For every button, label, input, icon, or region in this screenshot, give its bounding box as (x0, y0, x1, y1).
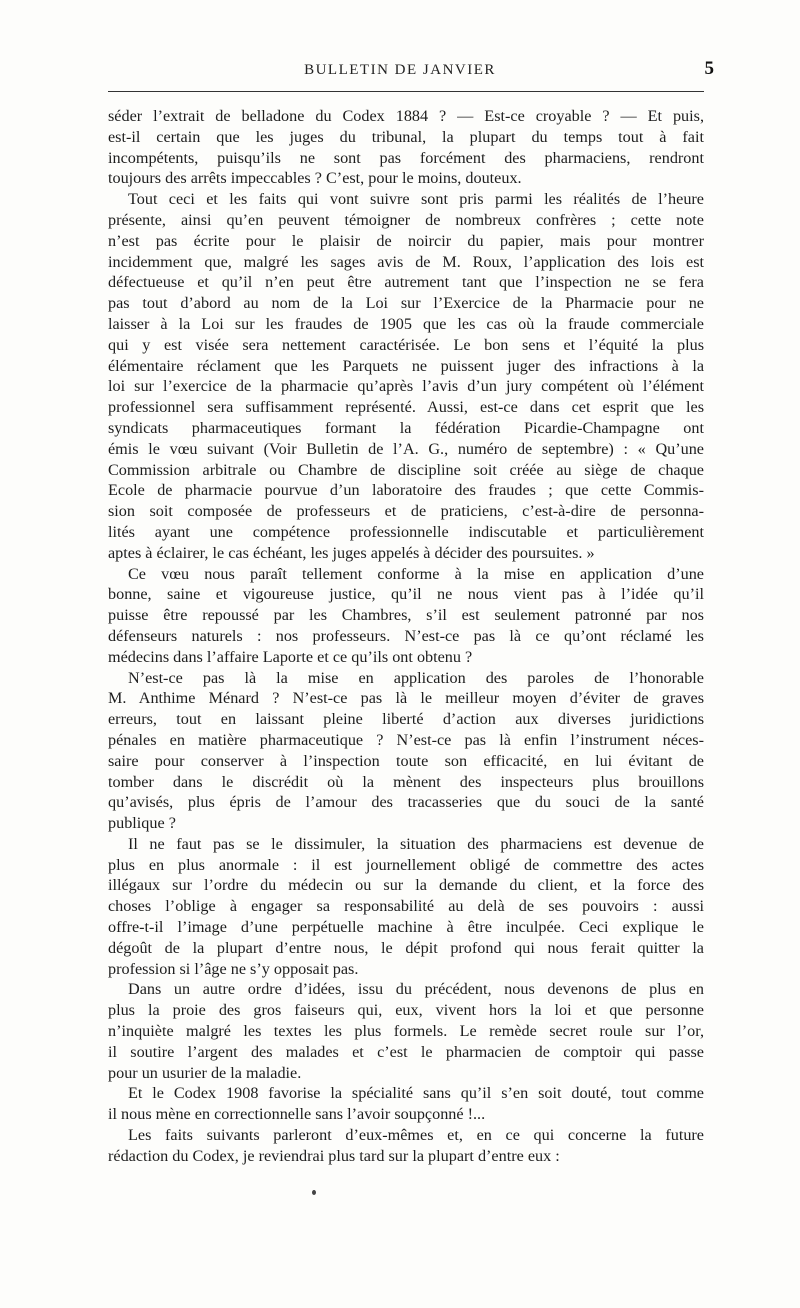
text-line: lités ayant une compétence professionnelle indiscutable et particulièrement (108, 522, 704, 541)
text-line: plus la proie des gros faiseurs qui, eux, vivent hors la loi et que personne (108, 1001, 704, 1020)
text-line: pénales en matière pharmaceutique ? N’est-ce pas là enfin l’instrument néces- (108, 730, 704, 749)
ink-speck (312, 1190, 316, 1195)
page-number: 5 (704, 58, 714, 79)
text-line: Tout ceci et les faits qui vont suivre sont pris parmi les réalités de l’heure (128, 190, 704, 209)
text-line: n’est pas écrite pour le plaisir de noircir du papier, mais pour montrer (108, 231, 704, 250)
text-line: profession si l’âge ne s’y opposait pas. (108, 959, 359, 978)
text-line: plus en plus anormale : il est journellement obligé de commettre des actes (108, 855, 704, 874)
text-line: n’inquiète malgré les textes les plus formels. Le remède secret roule sur l’or, (108, 1022, 704, 1041)
text-line: aptes à éclairer, le cas échéant, les juges appelés à décider des poursuites. » (108, 543, 595, 562)
text-line: bonne, saine et vigoureuse justice, qu’il ne nous vient pas à l’idée qu’il (108, 585, 704, 604)
text-line: loi sur l’exercice de la pharmacie qu’après l’avis d’un jury compétent où l’élément (108, 377, 704, 396)
text-line: toujours des arrêts impeccables ? C’est, pour le moins, douteux. (108, 169, 522, 188)
text-line: il soutire l’argent des malades et c’est le pharmacien de comptoir qui passe (108, 1042, 704, 1061)
text-line: M. Anthime Ménard ? N’est-ce pas là le meilleur moyen d’éviter de graves (108, 689, 704, 708)
text-line: sion soit composée de professeurs et de praticiens, c’est-à-dire de personna- (108, 502, 704, 521)
text-line: rédaction du Codex, je reviendrai plus tard sur la plupart d’entre eux : (108, 1146, 560, 1165)
text-line: Et le Codex 1908 favorise la spécialité sans qu’il s’en soit douté, tout comme (128, 1084, 704, 1103)
text-line: émis le vœu suivant (Voir Bulletin de l’A. G., numéro de septembre) : « Qu’une (108, 439, 704, 458)
text-line: défectueuse et qu’il n’en peut être autrement tant que l’inspection ne se fera (108, 273, 704, 292)
text-line: syndicats pharmaceutiques formant la fédération Picardie-Champagne ont (108, 418, 704, 437)
text-line: saire pour conserver à l’inspection toute son efficacité, en lui évitant de (108, 751, 704, 770)
text-line: défenseurs naturels : nos professeurs. N’est-ce pas là ce qu’ont réclamé les (108, 626, 704, 645)
text-line: laisser à la Loi sur les fraudes de 1905 que les cas où la fraude commerciale (108, 314, 704, 333)
header-rule (108, 91, 704, 92)
text-line: Ecole de pharmacie pourvue d’un laboratoire des fraudes ; que cette Commis- (108, 481, 704, 500)
text-line: publique ? (108, 814, 176, 833)
text-line: Les faits suivants parleront d’eux-mêmes et, en ce qui concerne la future (128, 1126, 704, 1145)
text-line: est-il certain que les juges du tribunal, la plupart du temps tout à fait (108, 127, 704, 146)
text-line: pas tout d’abord au nom de la Loi sur l’Exercice de la Pharmacie pour ne (108, 294, 704, 313)
text-line: élémentaire réclament que les Parquets ne puissent juger des infractions à la (108, 356, 704, 375)
body-text (108, 106, 704, 1167)
text-line: professionnel sera suffisamment représenté. Aussi, est-ce dans cet esprit que les (108, 398, 704, 417)
text-line: incidemment que, malgré les sages avis de M. Roux, l’application des lois est (108, 252, 704, 271)
text-line: qui y est visée sera nettement caractérisée. Le bon sens et l’équité la plus (108, 335, 704, 354)
text-line: illégaux sur l’ordre du médecin ou sur la demande du client, et la force des (108, 876, 704, 895)
text-line: tomber dans le discrédit où la mènent des inspecteurs plus brouillons (108, 772, 704, 791)
text-line: choses l’oblige à engager sa responsabilité au delà de ses pouvoirs : aussi (108, 897, 704, 916)
text-line: Commission arbitrale ou Chambre de discipline soit créée au siège de chaque (108, 460, 704, 479)
text-line: séder l’extrait de belladone du Codex 1884 ? — Est-ce croyable ? — Et puis, (108, 107, 704, 125)
text-line: incompétents, puisqu’ils ne sont pas forcément des pharmaciens, rendront (108, 148, 704, 167)
text-line: pour un usurier de la maladie. (108, 1063, 302, 1082)
text-line: Ce vœu nous paraît tellement conforme à la mise en application d’une (128, 564, 704, 583)
text-line: médecins dans l’affaire Laporte et ce qu’ils ont obtenu ? (108, 647, 473, 666)
text-line: dégoût de la plupart d’entre nous, le dépit profond qui nous ferait quitter la (108, 938, 704, 957)
text-line: qu’avisés, plus épris de l’amour des tracasseries que du souci de la santé (108, 793, 704, 812)
text-line: Il ne faut pas se le dissimuler, la situation des pharmaciens est devenue de (128, 834, 704, 853)
text-line: erreurs, tout en laissant pleine liberté d’action aux diverses juridictions (108, 710, 704, 729)
text-line: N’est-ce pas là la mise en application des paroles de l’honorable (128, 668, 704, 687)
text-line: présente, ainsi qu’en peuvent témoigner de nombreux confrères ; cette note (108, 210, 704, 229)
text-line: offre-t-il l’image d’une perpétuelle machine à être inculpée. Ceci explique le (108, 918, 704, 937)
running-header: BULLETIN DE JANVIER (304, 62, 496, 78)
text-line: il nous mène en correctionnelle sans l’avoir soupçonné !... (108, 1105, 486, 1124)
text-line: puisse être repoussé par les Chambres, s’il est seulement patronné par nos (108, 606, 704, 625)
text-line: Dans un autre ordre d’idées, issu du précédent, nous devenons de plus en (128, 980, 704, 999)
